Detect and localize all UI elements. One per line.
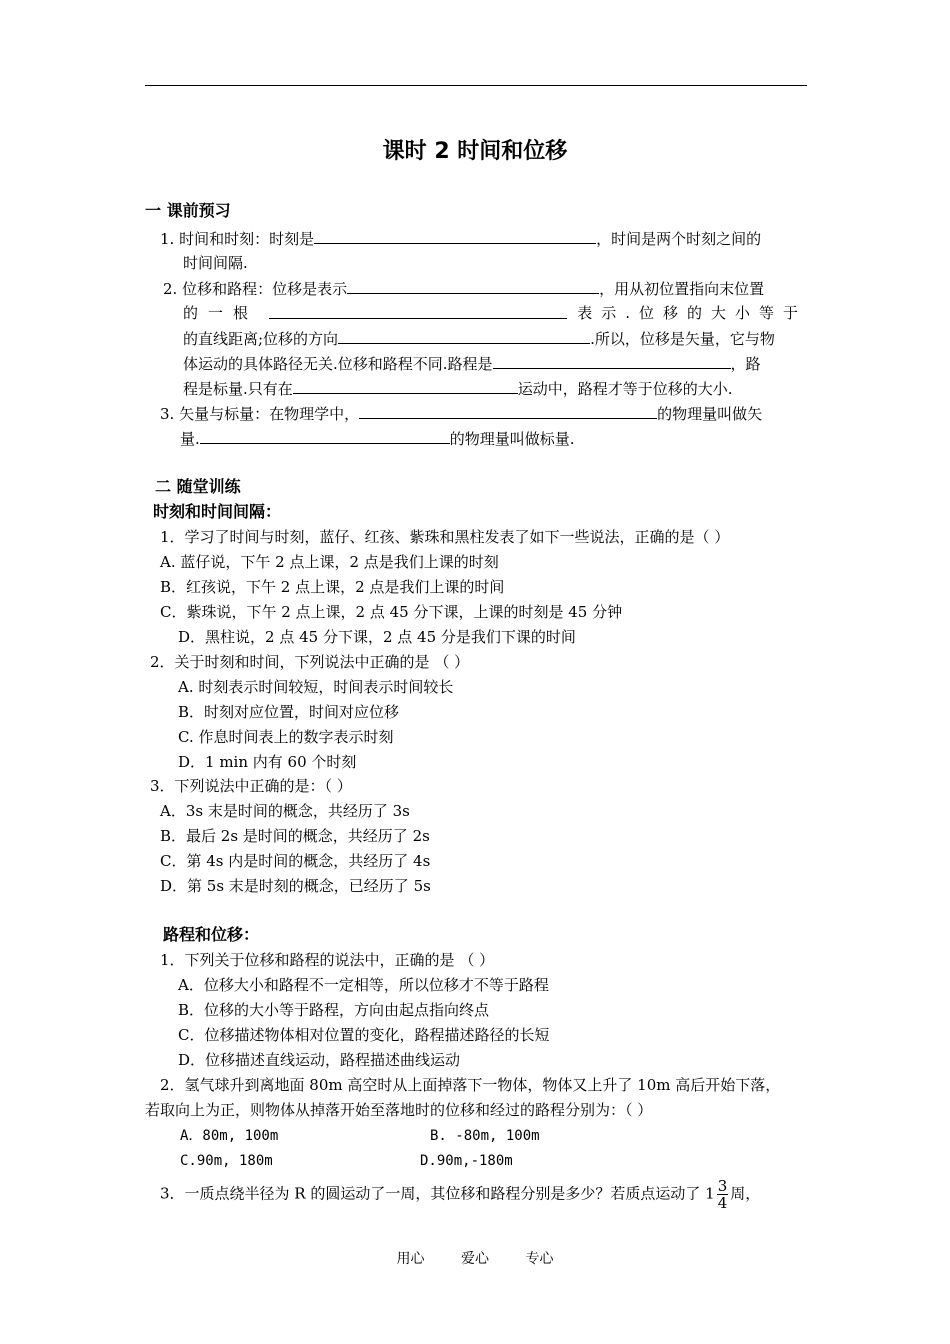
answer-blank[interactable] bbox=[493, 353, 731, 369]
preview-q1-line2: 时间间隔. bbox=[183, 254, 248, 272]
page-footer: 用心 爱心 专心 bbox=[396, 1251, 554, 1267]
question-text: 1．学习了时间与时刻，蓝仔、红孩、紫珠和黑柱发表了如下一些说法，正确的是（ ） bbox=[160, 528, 730, 546]
option-b: B．红孩说，下午 2 点上课，2 点是我们上课的时间 bbox=[160, 578, 505, 596]
question-text: 2．关于时刻和时间，下列说法中正确的是 （ ） bbox=[150, 653, 470, 671]
option-b: B. -80m, 100m bbox=[430, 1128, 540, 1144]
option-d: D．1 min 内有 60 个时刻 bbox=[178, 753, 357, 771]
question-text-cont: 若取向上为正，则物体从掉落开始至落地时的位移和经过的路程分别为：（ ） bbox=[145, 1101, 653, 1119]
option-c: C．第 4s 内是时间的概念，共经历了 4s bbox=[160, 852, 431, 870]
option-c: C．位移描述物体相对位置的变化，路程描述路径的长短 bbox=[178, 1026, 550, 1044]
question-text: 2．氢气球升到离地面 80m 高空时从上面掉落下一物体，物体又上升了 10m 高后开始下落， bbox=[160, 1076, 781, 1094]
question-text: 3．一质点绕半径为 R 的圆运动了一周，其位移和路程分别是多少？若质点运动了 1 $\frac{3}{4}$ 周， bbox=[160, 1177, 761, 1212]
fraction: $\frac{3}{4}$ bbox=[717, 1177, 728, 1212]
option-a: A．3s 末是时间的概念，共经历了 3s bbox=[160, 802, 410, 820]
page-title: 课时 2 时间和位移 bbox=[382, 139, 568, 164]
option-c: C. 作息时间表上的数字表示时刻 bbox=[178, 728, 394, 746]
question-text: 1．下列关于位移和路程的说法中，正确的是 （ ） bbox=[160, 951, 495, 969]
answer-blank[interactable] bbox=[347, 278, 599, 294]
option-b: B．时刻对应位置，时间对应位移 bbox=[178, 703, 400, 721]
answer-blank[interactable] bbox=[338, 328, 590, 344]
preview-q3-line1: 3. 矢量与标量：在物理学中， 的物理量叫做矢 bbox=[160, 405, 763, 423]
option-b: B．最后 2s 是时间的概念，共经历了 2s bbox=[160, 827, 430, 845]
answer-blank[interactable] bbox=[314, 228, 596, 244]
preview-q2-line3: 的直线距离;位移的方向 .所以，位移是矢量，它与物 bbox=[183, 330, 775, 348]
answer-blank[interactable] bbox=[359, 403, 657, 419]
preview-q2-line5: 程是标量.只有在 运动中，路程才等于位移的大小. bbox=[183, 380, 733, 398]
option-a: A. 时刻表示时间较短，时间表示时间较长 bbox=[178, 678, 454, 696]
question-text: 3．下列说法中正确的是：（ ） bbox=[150, 777, 352, 795]
option-b: B．位移的大小等于路程，方向由起点指向终点 bbox=[178, 1001, 490, 1019]
preview-q1-line1: 1. 时间和时刻：时刻是 ，时间是两个时刻之间的 bbox=[160, 230, 762, 248]
answer-blank[interactable] bbox=[293, 378, 518, 394]
section-heading-preview: 一 课前预习 bbox=[145, 201, 231, 220]
option-d: D．第 5s 末是时刻的概念，已经历了 5s bbox=[160, 877, 431, 895]
option-a: A. 蓝仔说，下午 2 点上课，2 点是我们上课的时刻 bbox=[160, 553, 499, 571]
option-c: C．紫珠说，下午 2 点上课，2 点 45 分下课，上课的时刻是 45 分钟 bbox=[160, 603, 623, 621]
section-heading-practice: 二 随堂训练 bbox=[155, 477, 241, 496]
option-d: D．位移描述直线运动，路程描述曲线运动 bbox=[178, 1051, 461, 1069]
preview-q3-line2: 量. 的物理量叫做标量. bbox=[180, 430, 575, 448]
option-d: D．黑柱说，2 点 45 分下课，2 点 45 分是我们下课的时间 bbox=[178, 628, 576, 646]
answer-blank[interactable] bbox=[269, 303, 567, 319]
preview-q2-line4: 体运动的具体路径无关.位移和路程不同.路程是 ，路 bbox=[183, 355, 761, 373]
answer-blank[interactable] bbox=[200, 428, 450, 444]
header-rule bbox=[145, 85, 807, 86]
option-c: C.90m, 180m bbox=[180, 1153, 273, 1169]
preview-q2-line1: 2. 位移和路程：位移是表示 ，用从初位置指向末位置 bbox=[163, 280, 765, 298]
subheading-time: 时刻和时间间隔： bbox=[153, 502, 282, 521]
subheading-displacement: 路程和位移： bbox=[163, 925, 260, 944]
option-a: A．位移大小和路程不一定相等，所以位移才不等于路程 bbox=[178, 976, 549, 994]
option-d: D.90m,-180m bbox=[420, 1153, 513, 1169]
preview-q2-line2: 的一根 表示.位移的大小等于 bbox=[183, 304, 807, 322]
option-a: A．80m, 100m bbox=[180, 1128, 279, 1144]
